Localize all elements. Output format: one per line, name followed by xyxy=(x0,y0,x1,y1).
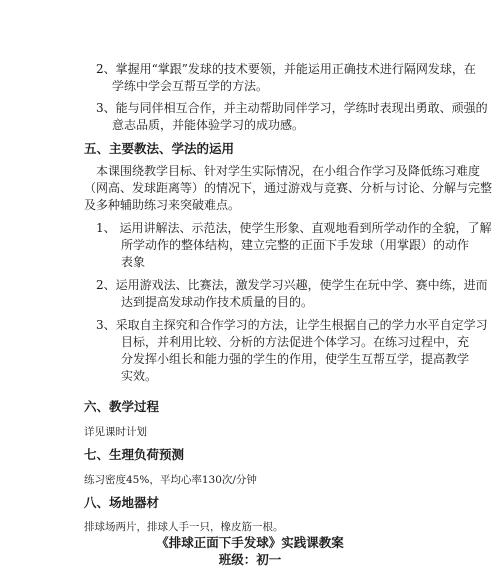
method-3-line-4: 实效。 xyxy=(121,369,158,383)
section-8-body: 排球场两片，排球人手一只，橡皮筋一根。 xyxy=(84,521,284,533)
method-3-line-2: 目标，并利用比较、分析的方法促进个体学习。在练习过程中，充 xyxy=(121,335,470,349)
section-7-heading: 七、生理负荷预测 xyxy=(84,447,185,462)
section-7-body: 练习密度45%，平均心率130次/分钟 xyxy=(84,474,257,486)
class-grade-label: 班级：初一 xyxy=(218,552,282,567)
section-5-intro-line-3: 及多种辅助练习来突破难点。 xyxy=(84,198,241,212)
method-1-line-3: 表象 xyxy=(121,255,146,269)
section-6-heading: 六、教学过程 xyxy=(84,399,160,414)
objective-3-line-1: 3、能与同伴相互合作，并主动帮助同伴学习，学练时表现出勇敢、顽强的 xyxy=(96,101,488,115)
objective-3-line-2: 意志品质，并能体验学习的成功感。 xyxy=(112,118,305,132)
method-2-line-2: 达到提高发球动作技术质量的目的。 xyxy=(121,295,314,309)
method-2-line-1: 2、运用游戏法、比赛法，激发学习兴趣，使学生在玩中学、赛中练，进而 xyxy=(96,278,488,292)
section-8-heading: 八、场地器材 xyxy=(84,495,160,510)
section-5-intro-line-1: 本课围绕教学目标、针对学生实际情况，在小组合作学习及降低练习难度 xyxy=(96,164,481,178)
section-5-heading: 五、主要教法、学法的运用 xyxy=(84,141,235,156)
method-1-line-2: 所学动作的整体结构，建立完整的正面下手发球（用掌跟）的动作 xyxy=(121,238,470,252)
objective-2-line-1: 2、掌握用“掌跟”发球的技术要领，并能运用正确技术进行隔网发球，在 xyxy=(96,62,476,76)
section-5-intro-line-2: （网高、发球距离等）的情况下，通过游戏与竞赛、分析与讨论、分解与完整 xyxy=(84,181,493,195)
method-3-line-3: 分发挥小组长和能力强的学生的作用，使学生互帮互学，提高教学 xyxy=(121,352,470,366)
lesson-plan-title: 《排球正面下手发球》实践课教案 xyxy=(156,535,344,550)
method-1-line-1: 1、 运用讲解法、示范法，使学生形象、直观地看到所学动作的全貌，了解 xyxy=(96,221,492,235)
objective-2-line-2: 学练中学会互帮互学的方法。 xyxy=(112,79,269,93)
section-6-body: 详见课时计划 xyxy=(84,426,147,438)
method-3-line-1: 3、采取自主探究和合作学习的方法，让学生根据自己的学力水平自定学习 xyxy=(96,318,488,332)
